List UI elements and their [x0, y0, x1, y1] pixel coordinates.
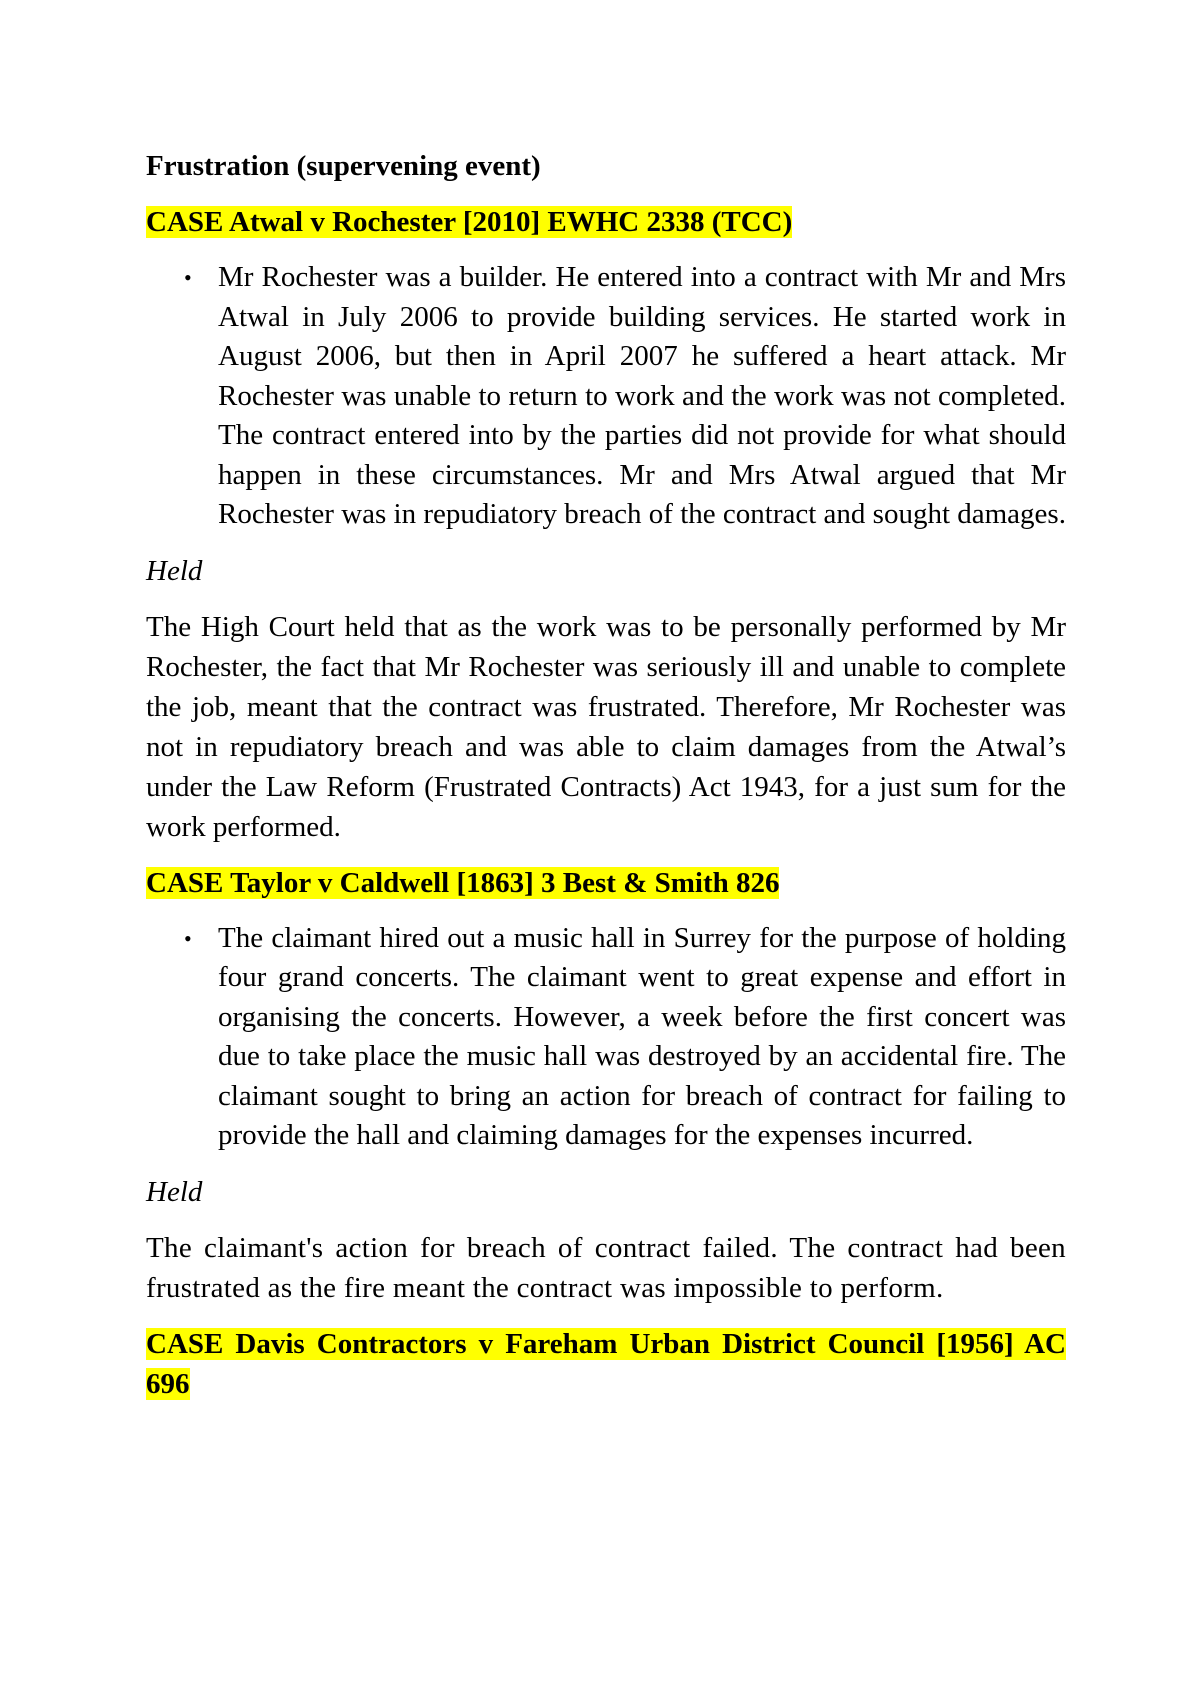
case-facts-list — [146, 919, 1066, 1156]
held-text: The claimant's action for breach of contract failed. The contract had been frustrated as the fire meant the contract was impossible to perform. — [146, 1231, 1066, 1304]
case-heading-taylor — [146, 863, 1066, 903]
bullet-icon: • — [184, 925, 192, 951]
bullet-icon: • — [184, 265, 192, 290]
held-text: The High Court held that as the work was to be personally performed by Mr Rochester, the fact that Mr Rochester was seriously ill and unable to complete the job, meant that the contract was frustrated. Therefore, Mr Rochester was not in repudiatory breach and was able to claim damages from the Atwal’s under the Law Reform (Frustrated Contracts) Act 1943, for a just sum for the work performed. — [146, 610, 1066, 843]
held-label: Held — [146, 554, 203, 587]
case-heading-highlight: CASE Taylor v Caldwell [1863] 3 Best & Smith 826 — [146, 866, 780, 899]
case-heading-highlight: CASE Davis Contractors v Fareham Urban District Council [1956] AC 696 — [146, 1327, 1066, 1400]
case-facts-text: The claimant hired out a music hall in Surrey for the purpose of holding four grand concerts. The claimant went to great expense and effort in organising the concerts. However, a week before the first concert was due to take place the music hall was destroyed by an accidental fire. The claimant sought to bring an action for breach of contract for failing to provide the hall and claiming damages for the expenses incurred. — [218, 921, 1066, 1151]
case-facts-item — [146, 258, 1066, 535]
held-label: Held — [146, 1175, 203, 1208]
case-facts-item — [146, 919, 1066, 1156]
case-heading-atwal — [146, 202, 1066, 242]
document-title: Frustration (supervening event) — [146, 150, 541, 182]
case-facts-list — [146, 258, 1066, 535]
case-facts-text: Mr Rochester was a builder. He entered into a contract with Mr and Mrs Atwal in July 2006 to provide building services. He started work in August 2006, but then in April 2007 he suffered a heart attack. Mr Rochester was unable to return to work and the work was not completed. The contract entered into by the parties did not provide for what should happen in these circumstances. Mr and Mrs Atwal argued that Mr Rochester was in repudiatory breach of the contract and sought damages. — [218, 261, 1066, 530]
case-heading-davis — [146, 1324, 1066, 1404]
case-heading-highlight: CASE Atwal v Rochester [2010] EWHC 2338 (TCC) — [146, 206, 793, 238]
